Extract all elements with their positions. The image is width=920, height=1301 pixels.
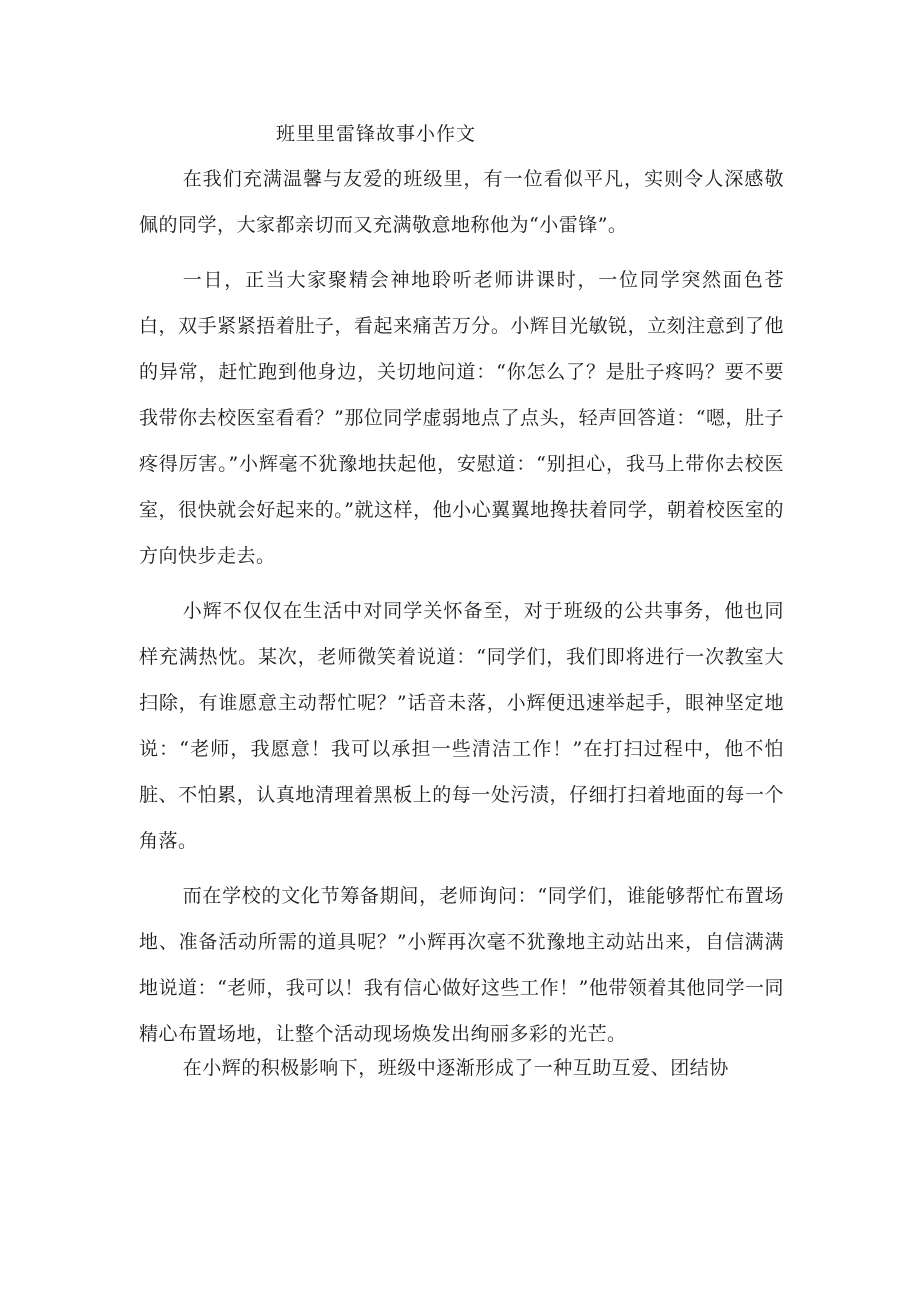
paragraph-classroom-cleaning: 小辉不仅仅在生活中对同学关怀备至，对于班级的公共事务，他也同样充满热忱。某次，老师微笑着说道：“同学们，我们即将进行一次教室大扫除，有谁愿意主动帮忙呢？”话音未落，小辉便迅速举起手，眼神坚定地说：“老师，我愿意！我可以承担一些清洁工作！”在打扫过程中，他不怕脏、不怕累，认真地清理着黑板上的每一处污渍，仔细打扫着地面的每一个角落。 xyxy=(139,600,784,852)
paragraph-class-influence: 在小辉的积极影响下，班级中逐渐形成了一种互助互爱、团结协 xyxy=(182,1057,729,1079)
paragraph-helping-sick-classmate: 一日，正当大家聚精会神地聆听老师讲课时，一位同学突然面色苍白，双手紧紧捂着肚子，看起来痛苦万分。小辉目光敏锐，立刻注意到了他的异常，赶忙跑到他身边，关切地问道：“你怎么了？是肚子疼吗？要不要我带你去校医室看看？”那位同学虚弱地点了点头，轻声回答道：“嗯，肚子疼得厉害。”小辉毫不犹豫地扶起他，安慰道：“别担心，我马上带你去校医室，很快就会好起来的。”就这样，他小心翼翼地搀扶着同学，朝着校医室的方向快步走去。 xyxy=(139,269,784,567)
paragraph-culture-festival: 而在学校的文化节筹备期间，老师询问：“同学们，谁能够帮忙布置场地、准备活动所需的道具呢？”小辉再次毫不犹豫地主动站出来，自信满满地说道：“老师，我可以！我有信心做好这些工作！”他带领着其他同学一同精心布置场地，让整个活动现场焕发出绚丽多彩的光芒。 xyxy=(139,885,784,1045)
paragraph-intro: 在我们充满温馨与友爱的班级里，有一位看似平凡，实则令人深感敬佩的同学，大家都亲切而又充满敬意地称他为“小雷锋”。 xyxy=(139,168,784,236)
document-body xyxy=(139,156,784,1091)
document-title: 班里里雷锋故事小作文 xyxy=(276,123,477,145)
